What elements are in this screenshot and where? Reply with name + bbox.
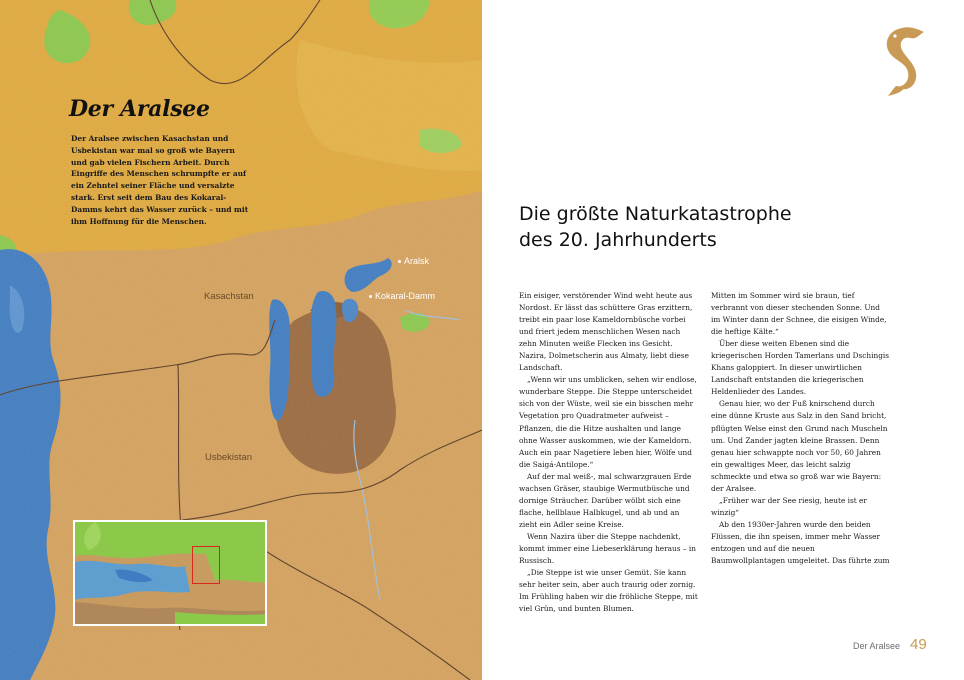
- inset-map-graphic: [75, 522, 267, 626]
- article-column-left: [519, 290, 699, 615]
- paragraph: Ein eisiger, verstörender Wind weht heute aus Nordost. Er lässt das schüttere Gras erzittern, treibt ein paar lose Kameldornbüsche vorbei und friert jedem menschlichen Wesen nach zehn Minuten weiße Flecken ins Gesicht. Nazira, Dolmetscherin aus Almaty, liebt diese Landschaft.: [519, 291, 693, 373]
- locator-inset-map: [73, 520, 267, 626]
- paragraph: Wenn Nazira über die Steppe nachdenkt, kommt immer eine Liebeserklärung heraus – in Russisch.: [519, 531, 696, 566]
- paragraph: „Die Steppe ist wie unser Gemüt. Sie kann sehr heiter sein, aber auch traurig oder zornig. Im Frühling haben wir die fröhliche Steppe, mit viel Grün, und bunten Blumen.: [519, 568, 698, 614]
- inset-highlight-frame: [192, 546, 220, 584]
- paragraph: Über diese weiten Ebenen sind die kriegerischen Horden Tamerlans und Dschingis Khans galoppiert. In dieser unwirtlichen Landschaft entstanden die kriegerischen Heldenlieder des Landes.: [711, 339, 890, 397]
- running-footer-section: Der Aralsee: [853, 641, 901, 651]
- paragraph: Ab den 1930er-Jahren wurde den beiden Flüssen, die ihn speisen, immer mehr Wasser entzogen und auf die neuen Baumwollplantagen umgeleitet. Das führte zum: [711, 519, 890, 566]
- paragraph: Genau hier, wo der Fuß knirschend durch eine dünne Kruste aus Salz in den Sand bricht, pflügten Welse einst den Grund nach Muscheln um. Und Zander jagten kleine Brassen. Denn genau hier schwappte noch vor 50, 60 Jahren ein gewaltiges Meer, das leicht salzig schmeckte und etwa so groß war wie Bayern: der Aralsee.: [711, 399, 888, 493]
- paragraph: „Früher war der See riesig, heute ist er winzig“: [711, 495, 867, 517]
- article-column-right: [711, 290, 891, 567]
- paragraph: Mitten im Sommer wird sie braun, tief verbrannt von dieser stechenden Sonne. Und im Winter dann der Schnee, die eisigen Winde, die heftige Kälte.“: [711, 291, 887, 337]
- label-usbekistan: Usbekistan: [205, 452, 252, 463]
- fish-icon: [880, 26, 926, 96]
- label-aralsk: Aralsk: [398, 256, 429, 266]
- map-title: Der Aralsee: [69, 96, 210, 122]
- label-kasachstan: Kasachstan: [204, 291, 254, 302]
- paragraph: „Wenn wir uns umblicken, sehen wir endlose, wunderbare Steppe. Die Steppe unterscheidet sich von der Wüste, weil sie ein bisschen mehr Vegetation pro Quadratmeter aufweist – Pflanzen, die die Hitze aushalten und lange ohne Wasser auskommen, wie der Kameldorn. Auch ein paar Nagetiere leben hier, Wölfe und die Saigá-Antilope.“: [519, 375, 697, 469]
- label-kokaral-damm: Kokaral-Damm: [369, 291, 435, 301]
- paragraph: Auf der mal weiß-, mal schwarzgrauen Erde wachsen Gräser, staubige Wermutbüsche und dornige Sträucher. Darüber wölbt sich eine flache, hellblaue Halbkugel, und ab und an zieht ein Adler seine Kreise.: [519, 471, 692, 529]
- place-dot-icon: [369, 295, 372, 298]
- map-intro-text: Der Aralsee zwischen Kasachstan und Usbekistan war mal so groß wie Bayern und gab vielen Fischern Arbeit. Durch Eingriffe des Menschen schrumpfte er auf ein Zehntel seiner Fläche und versalzte stark. Erst seit dem Bau des Kokaral-Damms kehrt das Wasser zurück – und mit ihm Hoffnung für die Menschen.: [71, 134, 249, 226]
- article-title: Die größte Naturkatastrophe des 20. Jahrhunderts: [519, 203, 792, 251]
- text-page: [482, 0, 964, 680]
- place-dot-icon: [398, 260, 401, 263]
- page-number: 49: [910, 636, 927, 653]
